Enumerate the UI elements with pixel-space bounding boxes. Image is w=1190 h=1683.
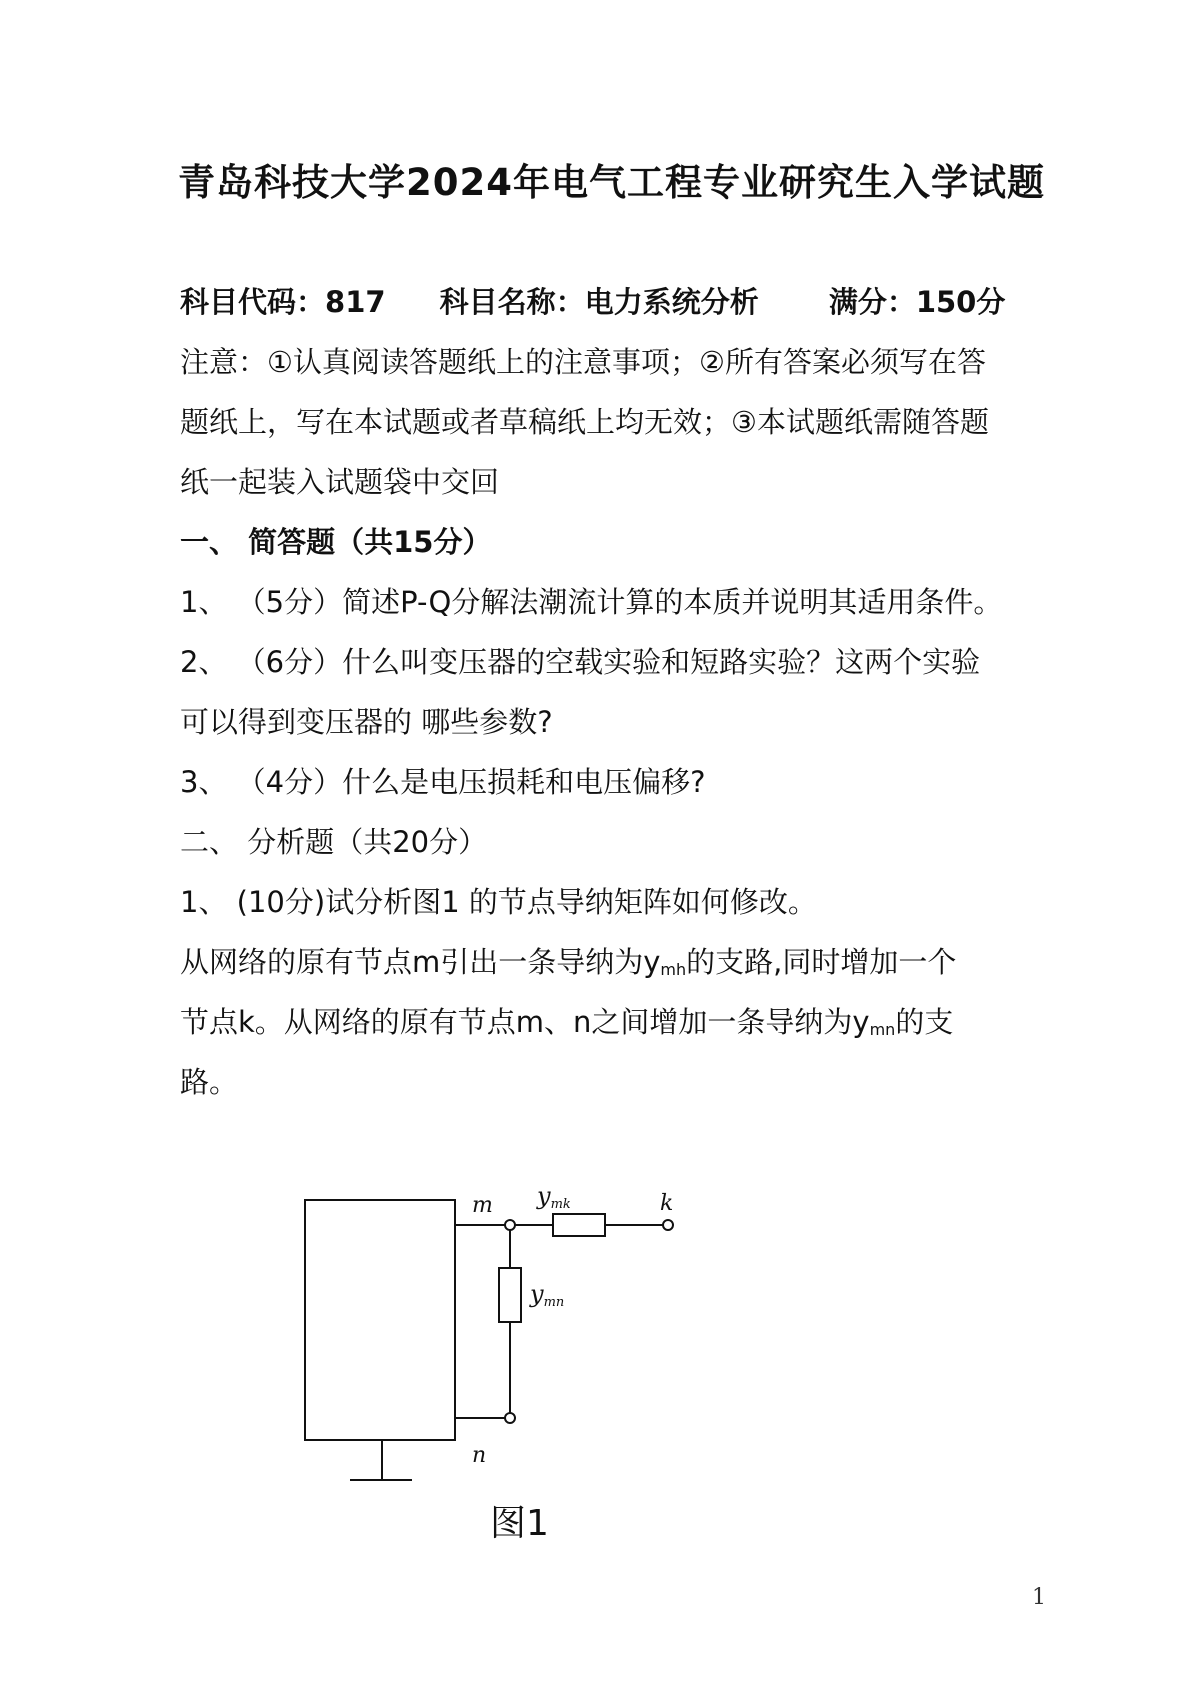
label-ymn [529,1280,564,1310]
node-m [505,1220,515,1230]
page-number: 1 [1032,1585,1046,1610]
section-1-heading: 一、 简答题（共15分） [180,525,492,559]
figure-caption: 图1 [490,1503,549,1544]
question-1-2-line-2: 可以得到变压器的 哪些参数? [180,705,553,739]
question-2-1: 1、 (10分)试分析图1 的节点导纳矩阵如何修改。 [180,885,817,919]
node-k [663,1220,673,1230]
description-1-subscript: mh [660,960,687,979]
resistor-ymk [553,1214,605,1236]
description-2-post: 的支 [895,1005,954,1039]
label-ymk-main: y [537,1182,551,1210]
label-m: m [472,1193,493,1218]
description-2-subscript: mn [869,1020,896,1039]
label-ymn-sub: mn [543,1295,565,1310]
subject-name: 电力系统分析 [584,285,759,319]
description-line-2 [180,1002,1020,1050]
question-1-3: 3、 （4分）什么是电压损耗和电压偏移? [180,765,706,799]
subject-meta [180,282,1020,322]
description-1-post: 的支路,同时增加一个 [686,945,957,979]
resistor-ymn [499,1268,521,1322]
description-line-1 [180,942,1020,990]
circuit-figure [190,1150,950,1550]
full-score: 150分 [915,285,1006,319]
label-k: k [660,1191,674,1216]
subject-code: 817 [325,285,386,319]
description-line-3: 路。 [180,1065,239,1099]
name-label: 科目名称： [439,285,585,319]
section-2-heading: 二、 分析题（共20分） [180,825,488,859]
question-1-2-line-1: 2、 （6分）什么叫变压器的空载实验和短路实验？这两个实验 [180,645,981,679]
label-ymk [536,1182,571,1212]
notice-line-1: 注意：①认真阅读答题纸上的注意事项；②所有答案必须写在答 [180,345,986,379]
page-title: 青岛科技大学2024年电气工程专业研究生入学试题 [178,161,1045,204]
label-n: n [472,1443,487,1468]
label-ymk-sub: mk [550,1197,571,1212]
notice-line-2: 题纸上，写在本试题或者草稿纸上均无效；③本试题纸需随答题 [180,405,989,439]
network-box [305,1200,455,1440]
label-ymn-main: y [530,1280,544,1308]
question-1-1: 1、 （5分）简述P-Q分解法潮流计算的本质并说明其适用条件。 [180,585,1003,619]
node-n [505,1413,515,1423]
description-2-pre: 节点k。从网络的原有节点m、n之间增加一条导纳为y [180,1005,870,1039]
score-label: 满分： [828,285,916,319]
description-1-pre: 从网络的原有节点m引出一条导纳为y [180,945,661,979]
notice-line-3: 纸一起装入试题袋中交回 [180,465,500,499]
code-label: 科目代码： [180,285,326,319]
